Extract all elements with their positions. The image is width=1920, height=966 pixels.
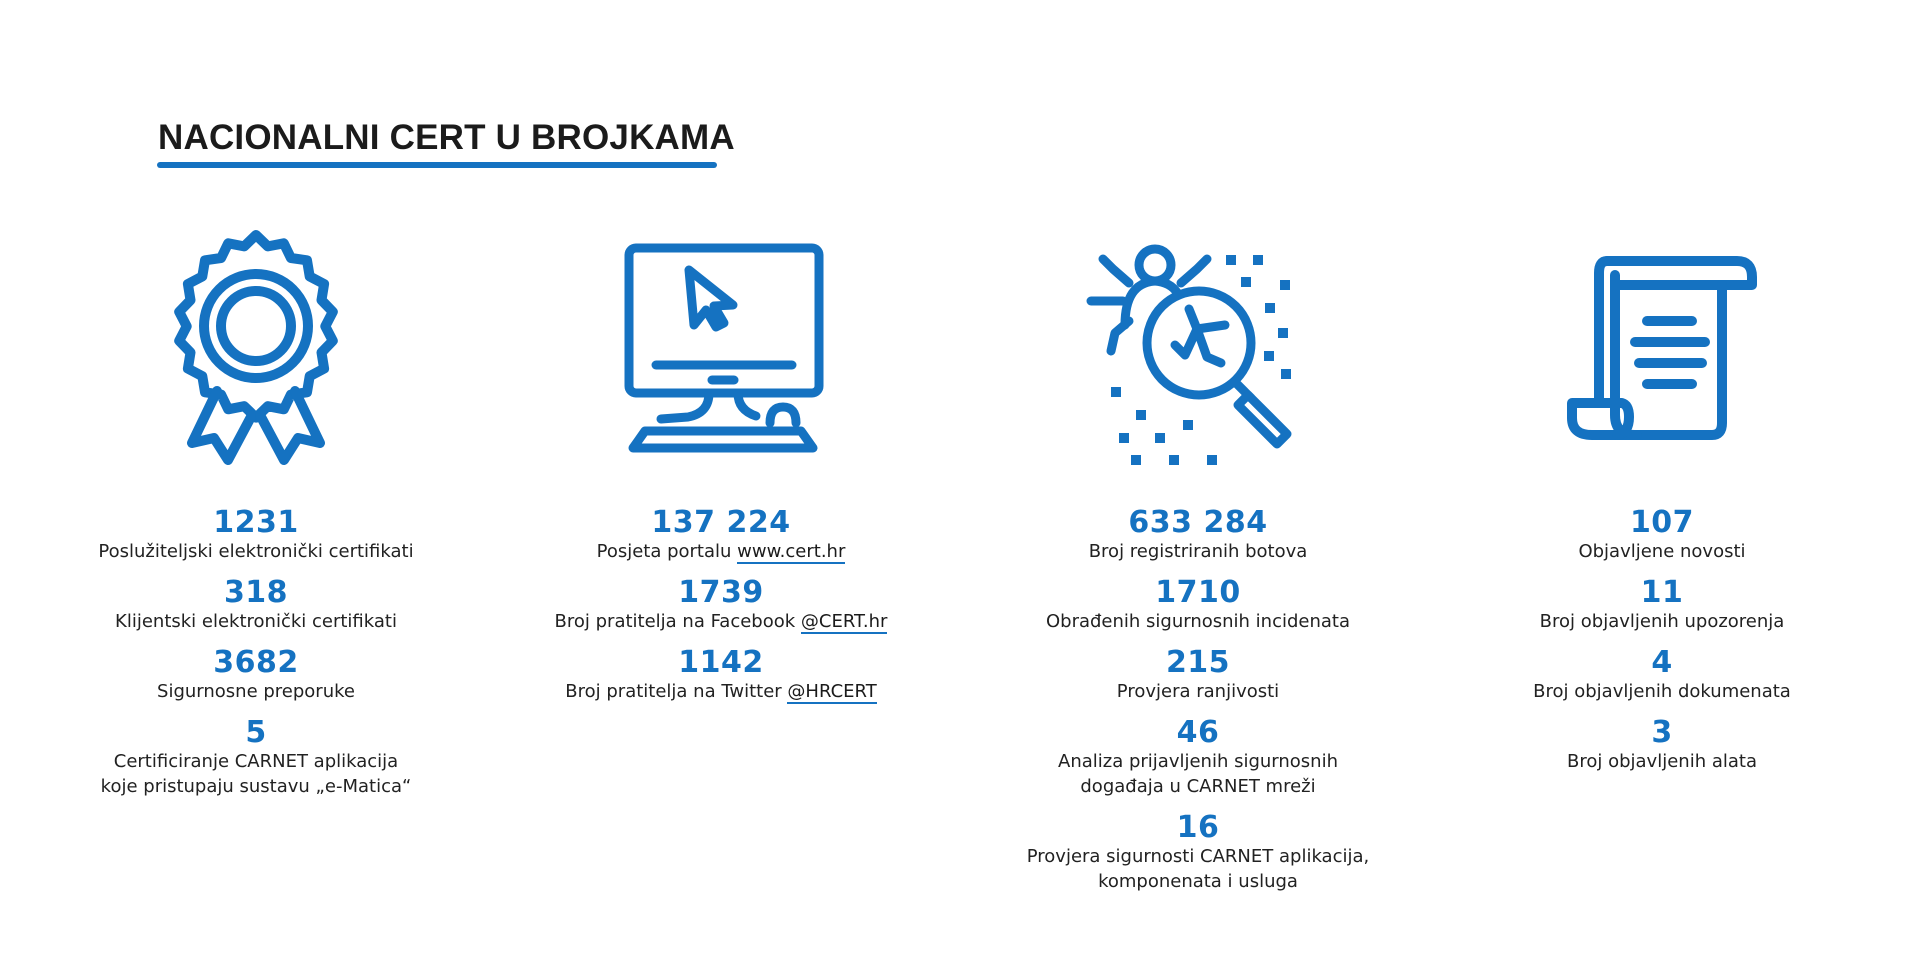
stats-list (491, 507, 951, 704)
stat-value: 1739 (678, 575, 764, 610)
stats-column-portal (491, 225, 951, 717)
stats-list (1432, 507, 1892, 774)
stat-item (1432, 717, 1892, 774)
portal-link[interactable]: www.cert.hr (737, 541, 846, 562)
stat-item (26, 507, 486, 564)
stat-label: Obrađenih sigurnosnih incidenata (1045, 611, 1351, 632)
stat-label (491, 609, 951, 634)
stat-label: Broj registriranih botova (1088, 541, 1308, 562)
stat-item (968, 647, 1428, 704)
stat-label: Objavljene novosti (1578, 541, 1746, 562)
stat-item (1432, 647, 1892, 704)
stat-label-text: Posjeta portalu (596, 541, 732, 562)
award-ribbon-icon (26, 225, 486, 480)
stat-label: Broj objavljenih dokumenata (1533, 681, 1791, 702)
stat-label: Broj objavljenih alata (1567, 751, 1757, 772)
stat-item (26, 647, 486, 704)
page-header (158, 118, 735, 168)
stat-label: Klijentski elektronički certifikati (115, 611, 397, 632)
stat-item (968, 812, 1428, 894)
stat-label-text: Broj pratitelja na Facebook (554, 611, 796, 632)
stat-value: 633 284 (1128, 505, 1268, 540)
stat-item (1432, 507, 1892, 564)
stat-value: 16 (1176, 810, 1220, 845)
stat-item (26, 577, 486, 634)
stat-label-line: komponenata i usluga (1098, 871, 1298, 892)
stat-label-line: Certificiranje CARNET aplikacija (113, 751, 399, 772)
stat-value: 1142 (678, 645, 764, 680)
page-title: NACIONALNI CERT U BROJKAMA (158, 118, 735, 157)
stat-label: Broj objavljenih upozorenja (1539, 611, 1785, 632)
stat-value: 107 (1629, 505, 1695, 540)
stat-value: 4 (1651, 645, 1673, 680)
stat-value: 1710 (1155, 575, 1241, 610)
stat-value: 11 (1640, 575, 1684, 610)
stat-label (491, 539, 951, 564)
stat-value: 318 (223, 575, 289, 610)
stat-value: 3682 (213, 645, 299, 680)
stat-label: Poslužiteljski elektronički certifikati (98, 541, 414, 562)
stat-item (968, 577, 1428, 634)
stat-value: 46 (1176, 715, 1220, 750)
stat-label (968, 844, 1428, 894)
stats-column-incidents (968, 225, 1428, 907)
stat-item (968, 507, 1428, 564)
stat-label-line: događaja u CARNET mreži (1080, 776, 1316, 797)
stats-column-certificates (26, 225, 486, 812)
stat-value: 3 (1651, 715, 1673, 750)
title-underline (157, 162, 717, 168)
stats-list (26, 507, 486, 799)
bug-magnifier-icon (968, 225, 1428, 480)
stat-label (968, 749, 1428, 799)
stat-label-text: Broj pratitelja na Twitter (565, 681, 782, 702)
stats-list (968, 507, 1428, 894)
twitter-link[interactable]: @HRCERT (787, 681, 877, 702)
stat-value: 1231 (213, 505, 299, 540)
computer-cursor-icon (491, 225, 951, 480)
stat-item (491, 577, 951, 634)
stat-item (26, 717, 486, 799)
document-scroll-icon (1432, 225, 1892, 480)
stat-label-line: Analiza prijavljenih sigurnosnih (1058, 751, 1338, 772)
stats-column-publications (1432, 225, 1892, 787)
stat-item (968, 717, 1428, 799)
stat-value: 5 (245, 715, 267, 750)
stat-value: 215 (1165, 645, 1231, 680)
stat-item (1432, 577, 1892, 634)
facebook-link[interactable]: @CERT.hr (800, 611, 888, 632)
stat-label: Sigurnosne preporuke (157, 681, 355, 702)
stat-label (491, 679, 951, 704)
stat-label (26, 749, 486, 799)
stat-label-line: koje pristupaju sustavu „e-Matica“ (100, 776, 412, 797)
stat-item (491, 647, 951, 704)
stat-label-line: Provjera sigurnosti CARNET aplikacija, (1026, 846, 1370, 867)
stat-value: 137 224 (651, 505, 791, 540)
stat-label: Provjera ranjivosti (1116, 681, 1280, 702)
stat-item (491, 507, 951, 564)
